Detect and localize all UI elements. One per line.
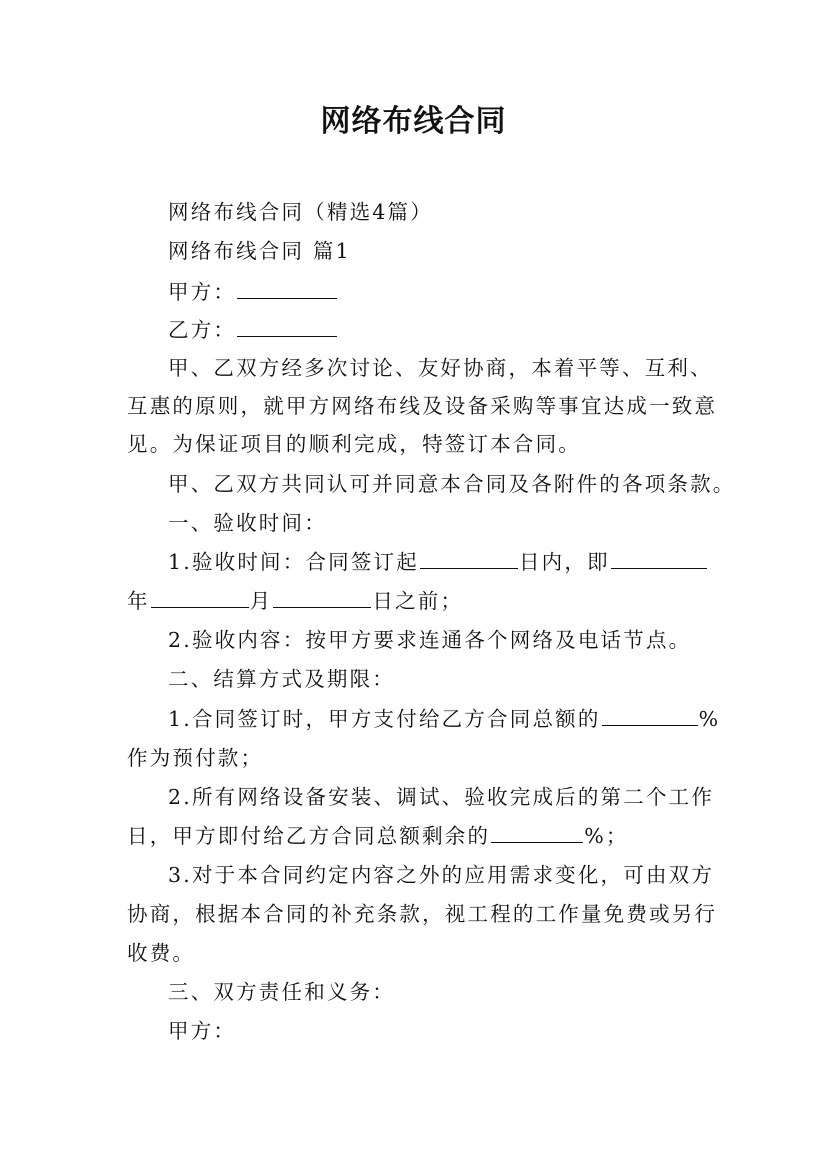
item-1-2: 2.验收内容：按甲方要求连通各个网络及电话节点。 <box>168 628 692 652</box>
item-2-1-text-a: 1.合同签订时，甲方支付给乙方合同总额的 <box>168 707 601 731</box>
item-1-1-text-a: 1.验收时间：合同签订起 <box>168 550 419 574</box>
para1-line1: 甲、乙双方经多次讨论、友好协商，本着平等、互利、 <box>168 356 713 380</box>
item-2-2-line1: 2.所有网络设备安装、调试、验收完成后的第二个工作 <box>168 785 715 809</box>
party-a-blank <box>237 280 337 299</box>
heading-3: 三、双方责任和义务： <box>168 980 395 1004</box>
item-1-1-text-b: 日内，即 <box>518 550 610 574</box>
party-b-line <box>168 317 338 343</box>
party-a-line <box>168 279 338 305</box>
item-2-3-line1: 3.对于本合同约定内容之外的应用需求变化，可由双方 <box>168 863 715 887</box>
heading-2: 二、结算方式及期限： <box>168 667 395 691</box>
date-blank-1 <box>611 550 707 569</box>
party-b-blank <box>237 318 337 337</box>
item-1-1-text-d: 月 <box>249 589 273 613</box>
item-2-1-line2: 作为预付款； <box>127 746 264 770</box>
days-blank <box>420 550 518 569</box>
item-2-3-line3: 收费。 <box>127 941 196 965</box>
item-2-1-text-b: % <box>698 707 721 731</box>
item-2-3-line2: 协商，根据本合同的补充条款，视工程的工作量免费或另行 <box>127 902 718 926</box>
party-a-section-label: 甲方： <box>168 1019 237 1043</box>
prepay-percent-blank <box>602 707 698 726</box>
item-2-2-text-b: 日，甲方即付给乙方合同总额剩余的 <box>127 824 491 848</box>
party-a-label: 甲方： <box>168 280 237 304</box>
heading-1: 一、验收时间： <box>168 511 327 535</box>
item-2-1-line1 <box>168 706 720 732</box>
para1-line3: 见。为保证项目的顺利完成，特签订本合同。 <box>127 432 581 456</box>
section-heading: 网络布线合同 篇1 <box>168 239 351 263</box>
para1-line2: 互惠的原则，就甲方网络布线及设备采购等事宜达成一致意 <box>127 394 718 418</box>
item-1-1-text-c: 年 <box>127 589 150 613</box>
month-blank <box>273 589 371 608</box>
para2: 甲、乙双方共同认可并同意本合同及各附件的各项条款。 <box>168 472 736 496</box>
document-title: 网络布线合同 <box>320 104 507 139</box>
remaining-percent-blank <box>491 824 583 843</box>
item-2-2-line2 <box>127 823 629 849</box>
party-b-label: 乙方： <box>168 318 237 342</box>
item-1-1-text-e: 日之前； <box>372 589 464 613</box>
item-1-1-line1 <box>168 549 708 575</box>
year-blank <box>151 589 249 608</box>
subtitle: 网络布线合同（精选4篇） <box>168 200 433 224</box>
item-2-2-text-c: %； <box>584 824 629 848</box>
item-1-1-line2 <box>127 588 463 614</box>
